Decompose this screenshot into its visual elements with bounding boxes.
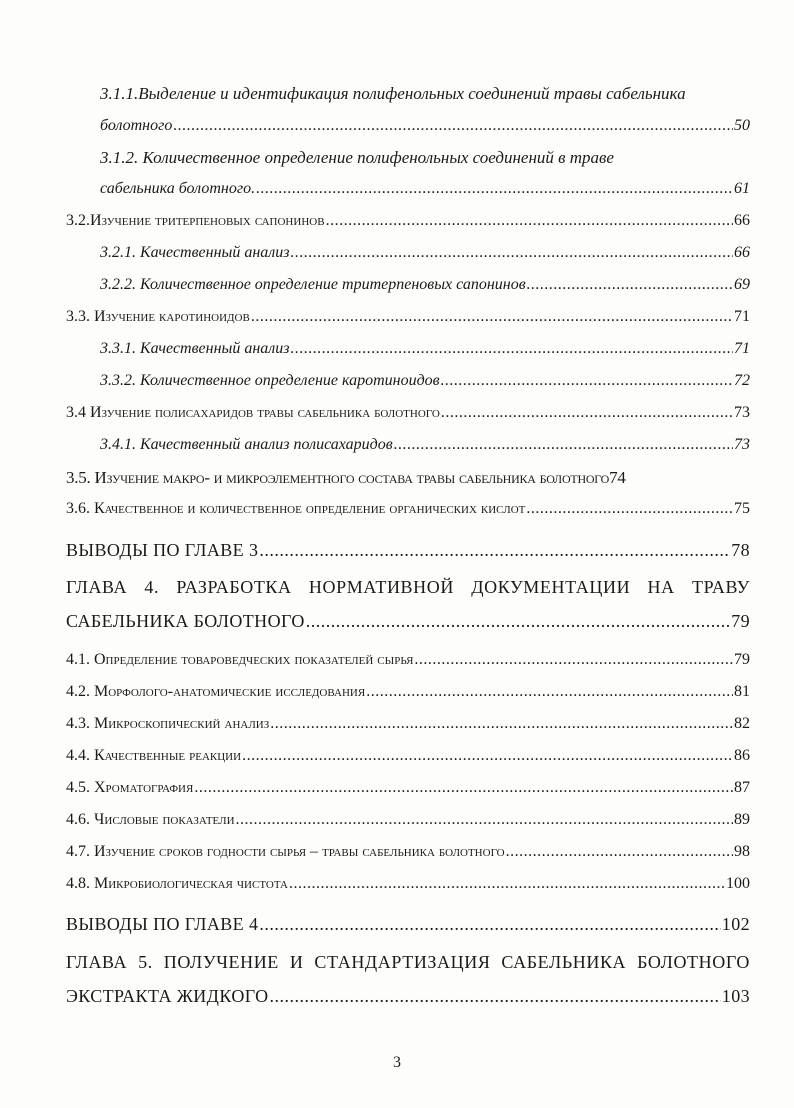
dot-leader	[527, 276, 733, 294]
dot-leader	[526, 500, 733, 518]
toc-conclusions-ch4[interactable]	[66, 914, 750, 935]
toc-page-number: 79	[731, 611, 750, 631]
toc-entry-3-2-2[interactable]	[100, 276, 750, 294]
dot-leader	[441, 372, 733, 390]
toc-page-number: 78	[731, 540, 750, 560]
toc-page-number: 103	[721, 986, 750, 1006]
dot-leader	[289, 875, 725, 893]
toc-entry-4-5[interactable]	[66, 779, 750, 797]
toc-entry-title: 4.8. Микробиологическая чистота	[66, 875, 288, 892]
dot-leader	[173, 117, 733, 135]
toc-entry-3-3-1[interactable]	[100, 340, 750, 358]
dot-leader	[506, 843, 733, 861]
dot-leader	[194, 779, 733, 797]
dot-leader	[326, 212, 733, 230]
page-number: 3	[393, 1054, 401, 1071]
dot-leader	[256, 180, 733, 198]
toc-entry-title: 3.2.Изучение тритерпеновых сапонинов	[66, 212, 325, 229]
toc-entry-title: ЭКСТРАКТА ЖИДКОГО	[66, 986, 269, 1006]
toc-entry-title: 4.7. Изучение сроков годности сырья – травы сабельника болотного	[66, 843, 505, 860]
dot-leader	[441, 404, 733, 422]
toc-entry-3-6[interactable]	[66, 500, 750, 518]
toc-entry-title: 4.3. Микроскопический анализ	[66, 715, 270, 732]
toc-entry-4-7[interactable]	[66, 843, 750, 861]
toc-entry-title: болотного	[100, 117, 173, 134]
toc-page-number: 87	[734, 779, 750, 796]
toc-entry-title: САБЕЛЬНИКА БОЛОТНОГО	[66, 611, 305, 631]
toc-page-number: 89	[734, 811, 750, 828]
toc-entry-title: ВЫВОДЫ ПО ГЛАВЕ 3	[66, 540, 259, 560]
toc-chapter-4[interactable]	[66, 611, 750, 632]
dot-leader	[366, 683, 733, 701]
toc-entry-title: 3.6. Качественное и количественное определение органических кислот	[66, 500, 526, 517]
toc-entry-3-1-1[interactable]	[100, 117, 750, 135]
toc-page-number: 66	[734, 244, 750, 261]
toc-entry-3-1-2[interactable]	[100, 180, 750, 198]
toc-page-number: 66	[734, 212, 750, 229]
toc-page-number: 71	[734, 340, 750, 357]
toc-conclusions-ch3[interactable]	[66, 540, 750, 561]
toc-page-number: 79	[734, 651, 750, 668]
toc-page-number: 100	[726, 875, 750, 892]
dot-leader	[414, 651, 733, 669]
toc-page-number: 73	[734, 404, 750, 421]
toc-entry-title: сабельника болотного.	[100, 180, 256, 197]
toc-page-number: 69	[734, 276, 750, 293]
toc-entry-3-4-1[interactable]	[100, 436, 750, 454]
toc-page-number: 72	[734, 372, 750, 389]
toc-entry-4-2[interactable]	[66, 683, 750, 701]
toc-entry-3-2-1[interactable]	[100, 244, 750, 262]
toc-entry-title: 4.4. Качественные реакции	[66, 747, 242, 764]
toc-entry-title: 3.5. Изучение макро- и микроэлементного состава травы сабельника болотного	[66, 468, 610, 487]
toc-page-number: 50	[734, 117, 750, 134]
toc-entry-title: 3.3. Изучение каротиноидов	[66, 308, 250, 325]
toc-entry-title: 3.4.1. Качественный анализ полисахаридов	[100, 436, 393, 453]
toc-chapter-5-line1: ГЛАВА 5. ПОЛУЧЕНИЕ И СТАНДАРТИЗАЦИЯ САБЕЛЬНИКА БОЛОТНОГО	[66, 952, 750, 972]
toc-entry-title: 3.3.1. Качественный анализ	[100, 340, 290, 357]
toc-page-number: 102	[721, 914, 750, 934]
toc-page-number: 71	[734, 308, 750, 325]
toc-page-number: 81	[734, 683, 750, 700]
dot-leader	[259, 540, 730, 561]
dot-leader	[251, 308, 733, 326]
toc-entry-3-1-1-line1: 3.1.1.Выделение и идентификация полифенольных соединений травы сабельника	[100, 84, 686, 103]
toc-chapter-5[interactable]	[66, 986, 750, 1007]
toc-entry-4-1[interactable]	[66, 651, 750, 669]
dot-leader	[236, 811, 733, 829]
toc-entry-title: 3.2.2. Количественное определение тритерпеновых сапонинов	[100, 276, 526, 293]
dot-leader	[269, 986, 720, 1007]
toc-page-number: 82	[734, 715, 750, 732]
dot-leader	[291, 340, 733, 358]
toc-entry-3-2[interactable]	[66, 212, 750, 230]
toc-entry-title: 4.1. Определение товароведческих показателей сырья	[66, 651, 414, 668]
toc-chapter-4-line1: ГЛАВА 4. РАЗРАБОТКА НОРМАТИВНОЙ ДОКУМЕНТАЦИИ НА ТРАВУ	[66, 577, 750, 597]
toc-entry-4-8[interactable]	[66, 875, 750, 893]
dot-leader	[394, 436, 733, 454]
toc-entry-3-1-2-line1: 3.1.2. Количественное определение полифенольных соединений в траве	[100, 148, 614, 167]
toc-page-number: 73	[734, 436, 750, 453]
toc-entry-title: 3.4 Изучение полисахаридов травы сабельника болотного	[66, 404, 440, 421]
toc-entry-4-4[interactable]	[66, 747, 750, 765]
toc-page-number: 75	[734, 500, 750, 517]
toc-entry-4-3[interactable]	[66, 715, 750, 733]
dot-leader	[259, 914, 720, 935]
dot-leader	[242, 747, 733, 765]
toc-entry-title: 3.2.1. Качественный анализ	[100, 244, 290, 261]
toc-entry-3-5[interactable]	[66, 468, 626, 488]
dot-leader	[306, 611, 730, 632]
toc-entry-title: 4.6. Числовые показатели	[66, 811, 235, 828]
toc-entry-title: 4.2. Морфолого-анатомические исследования	[66, 683, 366, 700]
toc-entry-3-3[interactable]	[66, 308, 750, 326]
toc-page-number: 74	[609, 468, 626, 487]
dot-leader	[291, 244, 733, 262]
toc-entry-title: ВЫВОДЫ ПО ГЛАВЕ 4	[66, 914, 259, 934]
toc-page-number: 86	[734, 747, 750, 764]
toc-page-number: 98	[734, 843, 750, 860]
toc-page-number: 61	[734, 180, 750, 197]
toc-entry-title: 4.5. Хроматография	[66, 779, 194, 796]
toc-entry-4-6[interactable]	[66, 811, 750, 829]
toc-entry-3-4[interactable]	[66, 404, 750, 422]
toc-entry-title: 3.3.2. Количественное определение каротиноидов	[100, 372, 440, 389]
toc-entry-3-3-2[interactable]	[100, 372, 750, 390]
dot-leader	[270, 715, 733, 733]
